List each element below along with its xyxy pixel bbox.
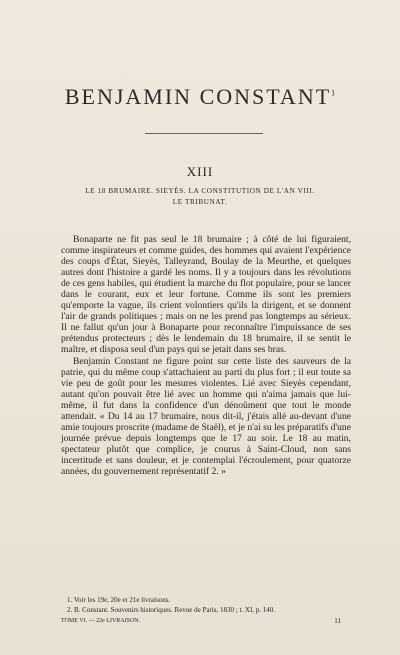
footnotes: [61, 596, 351, 615]
chapter-subtitle-line: LE TRIBUNAT.: [172, 198, 228, 206]
paragraph: Bonaparte ne fit pas seul le 18 brumaire ; à côté de lui figuraient, comme inspirateurs et comme guides, des hommes qui avaient l'expérience des coups d'État, Sieyès, Talleyrand, Boulay de la Meurthe, et quelques autres dont l'histoire a gardé les noms. Il y a toujours dans les révolutions de ces gens habiles, qui étudient la marche du flot populaire, pour se lancer dans le courant, eux et leur fortune. Comme ils sont les premiers qu'emporte la vague, ils crient volontiers qu'ils la dirigent, et se donnent l'air de grands politiques ; mais on ne les prend pas longtemps au sérieux. Il ne fallut qu'un jour à Bonaparte pour reconnaître l'impuissance de ses prétendus protecteurs ; dès le lendemain du 18 brumaire, il se sentit le maître, et disposa seul d'un pays qui se jetait dans ses bras.: [61, 234, 351, 356]
paragraph: Benjamin Constant ne figure point sur cette liste des sauveurs de la patrie, qui du même coup s'attachaient au parti du plus fort ; il eut toute sa vie peu de goût pour les mesures violentes. Lié avec Sieyès cependant, autant qu'on pouvait être lié avec un homme qui n'aima jamais que lui-même, il fut dans la confidence d'un dénoûment que tout le monde attendait. « Du 14 au 17 brumaire, nous dit-il, j'étais allé au-devant d'une amie toujours proscrite (madame de Staël), et je n'ai su les préparatifs d'une journée prévue depuis longtemps que le 17 au soir. Le 18 au matin, spectateur plutôt que complice, je courus à Saint-Cloud, non sans incertitude et sans douleur, et je contemplai l'écroulement, pour quatorze années, du gouvernement représentatif 2. »: [61, 355, 351, 477]
signature-mark: 11: [334, 617, 341, 625]
volume-line: TOME VI. — 22e LIVRAISON.: [61, 618, 141, 624]
footnote: 1. Voir les 19e, 20e et 21e livraisons.: [67, 596, 171, 604]
chapter-subtitle: [0, 186, 400, 208]
chapter-number: XIII: [186, 164, 214, 179]
title-text: BENJAMIN CONSTANT: [64, 84, 332, 109]
title-note-marker: 1: [331, 88, 336, 98]
page-footer: [61, 617, 351, 626]
page-title: [0, 84, 400, 110]
body-text: [61, 234, 351, 477]
title-divider: [145, 133, 263, 134]
chapter-subtitle-line: LE 18 BRUMAIRE. SIEYÈS. LA CONSTITUTION DE L'AN VIII.: [85, 187, 315, 195]
footnote: 2. B. Constant. Souvenirs historiques. Revue de Paris, 1830 ; t. XI, p. 140.: [67, 605, 276, 614]
